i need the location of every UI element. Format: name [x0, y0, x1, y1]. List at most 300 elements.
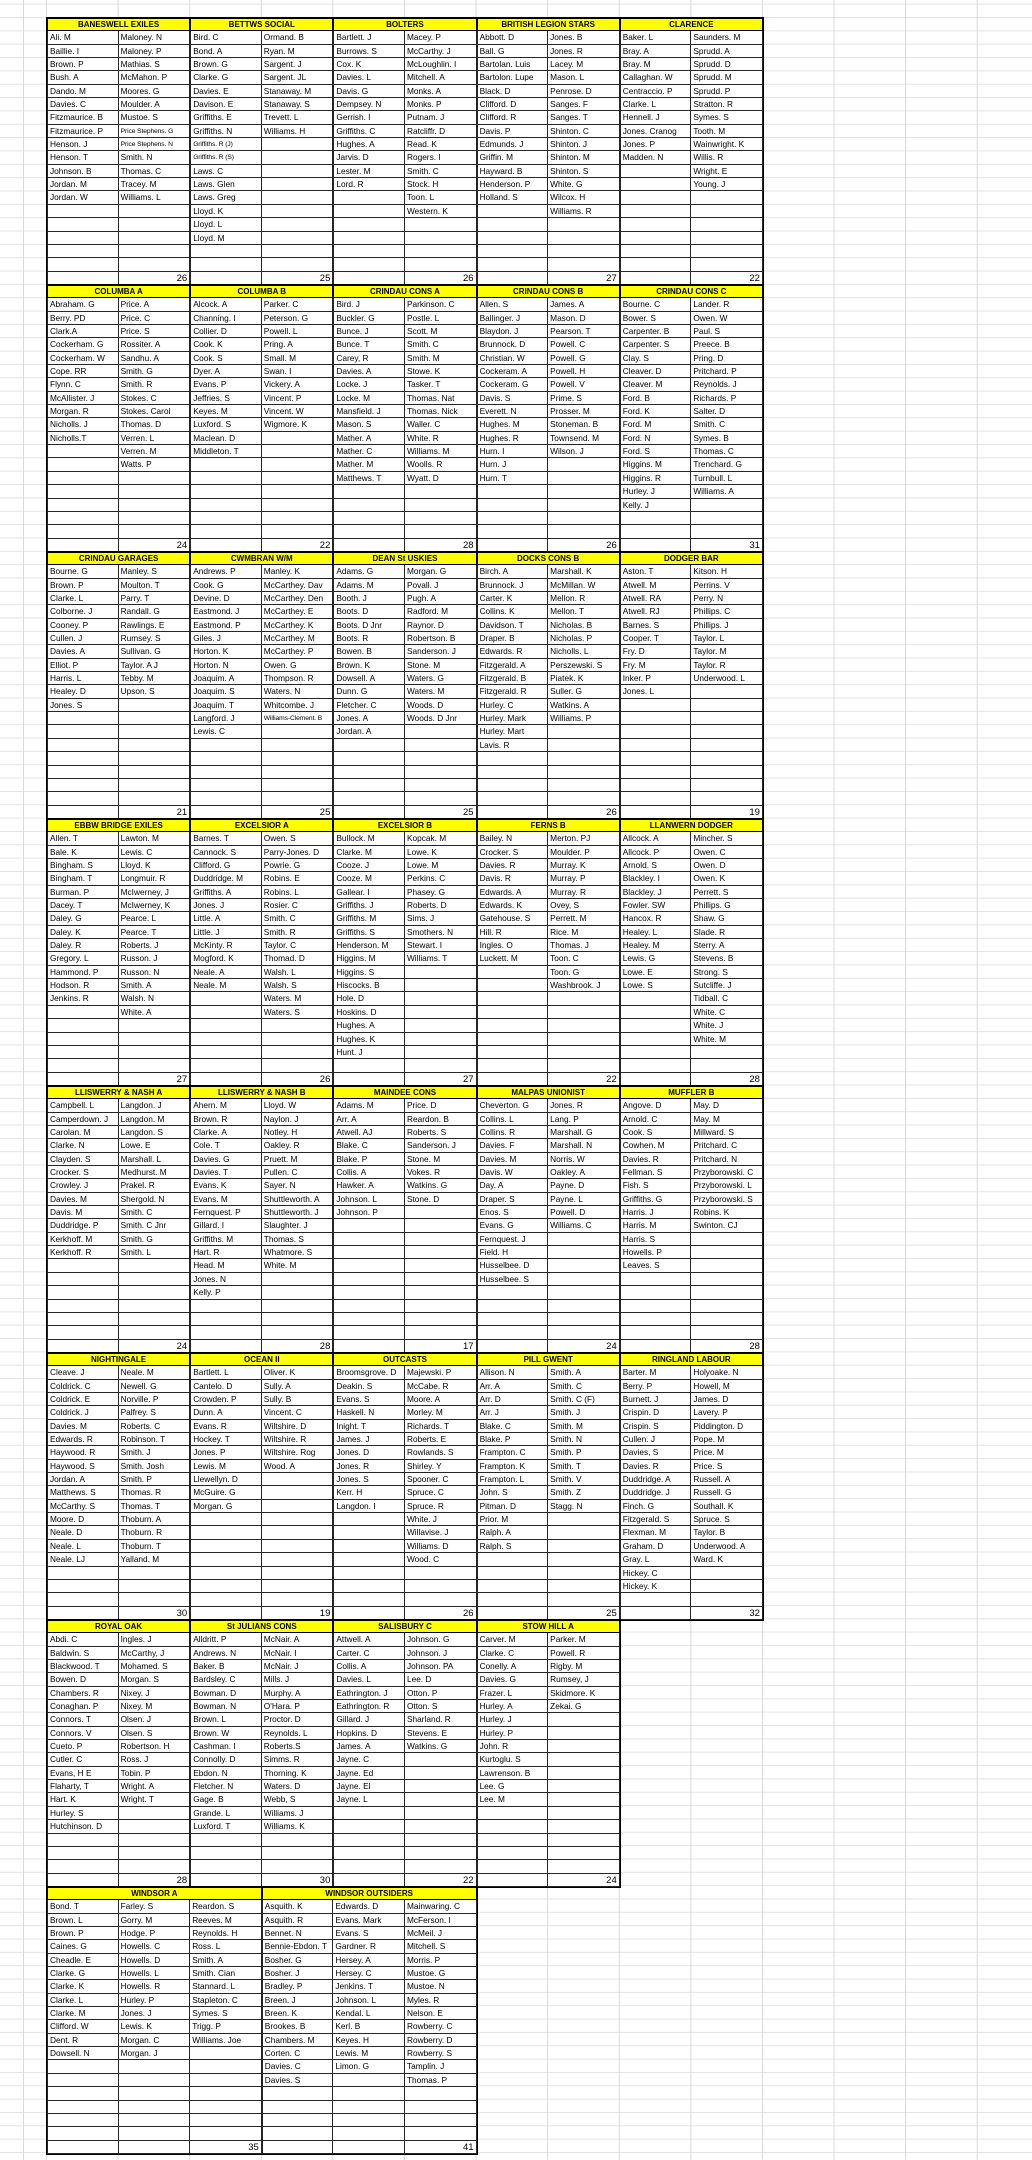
player-cell[interactable]: Wiltshire. D	[262, 1420, 334, 1433]
player-cell[interactable]: Lewis. G	[620, 952, 692, 965]
player-cell[interactable]: Ali. M	[47, 31, 119, 44]
player-cell[interactable]	[262, 458, 334, 471]
player-cell[interactable]	[47, 1059, 119, 1072]
player-cell[interactable]	[47, 725, 119, 738]
player-cell[interactable]	[47, 1326, 119, 1339]
player-cell[interactable]: Salter. D	[691, 405, 763, 418]
player-cell[interactable]: Harris. S	[620, 1233, 692, 1246]
count-spacer-cell[interactable]	[47, 1073, 119, 1086]
player-cell[interactable]: Frampton. C	[477, 1446, 549, 1459]
player-cell[interactable]: Evans, H E	[47, 1767, 119, 1780]
player-cell[interactable]: McNair. J	[262, 1660, 334, 1673]
player-cell[interactable]	[119, 2114, 191, 2127]
player-cell[interactable]	[333, 792, 405, 805]
player-cell[interactable]	[548, 1740, 620, 1753]
player-cell[interactable]	[691, 766, 763, 779]
player-cell[interactable]: Murray. P	[548, 872, 620, 885]
player-cell[interactable]	[691, 1046, 763, 1059]
player-cell[interactable]: Sanderson. J	[405, 1139, 477, 1152]
player-cell[interactable]: Crowley. J	[47, 1179, 119, 1192]
player-cell[interactable]: Horton. N	[190, 659, 262, 672]
player-cell[interactable]: Bingham. S	[47, 859, 119, 872]
player-cell[interactable]: Howells. C	[119, 1940, 191, 1953]
player-cell[interactable]: Cutler. C	[47, 1753, 119, 1766]
player-cell[interactable]: Pullen. C	[262, 1166, 334, 1179]
team-header[interactable]: RINGLAND LABOUR	[620, 1353, 763, 1366]
player-cell[interactable]: Dyer. A	[190, 365, 262, 378]
player-cell[interactable]: Holyoake. N	[691, 1366, 763, 1379]
player-cell[interactable]	[333, 779, 405, 792]
player-cell[interactable]: Hennell. J	[620, 111, 692, 124]
player-cell[interactable]: Lawrenson. B	[477, 1767, 549, 1780]
player-cell[interactable]: Crocker. S	[477, 846, 549, 859]
player-cell[interactable]	[262, 1273, 334, 1286]
player-cell[interactable]	[47, 1567, 119, 1580]
team-header[interactable]: ROYAL OAK	[47, 1620, 190, 1633]
team-count-cell[interactable]: 28	[405, 539, 477, 552]
player-cell[interactable]: Mather. M	[333, 458, 405, 471]
player-cell[interactable]: Thomas. Nick	[405, 405, 477, 418]
player-cell[interactable]: Fish. S	[620, 1179, 692, 1192]
player-cell[interactable]: Morgan. G	[190, 1500, 262, 1513]
team-count-cell[interactable]: 28	[262, 1340, 334, 1353]
player-cell[interactable]: Fowler. SW	[620, 899, 692, 912]
player-cell[interactable]	[47, 1593, 119, 1606]
player-cell[interactable]: Ovey, S	[548, 899, 620, 912]
player-cell[interactable]: Cope. RR	[47, 365, 119, 378]
player-cell[interactable]: Healey. L	[620, 926, 692, 939]
player-cell[interactable]: Clarke. G	[47, 1967, 119, 1980]
player-cell[interactable]: Williams. T	[405, 952, 477, 965]
player-cell[interactable]: Symes. B	[691, 432, 763, 445]
player-cell[interactable]: Shuttleworth. J	[262, 1206, 334, 1219]
player-cell[interactable]: Haywood. R	[47, 1446, 119, 1459]
player-cell[interactable]: Nicholas. P	[548, 632, 620, 645]
player-cell[interactable]: Davis. R	[477, 872, 549, 885]
player-cell[interactable]: Waters. M	[405, 685, 477, 698]
player-cell[interactable]	[620, 525, 692, 538]
player-cell[interactable]: Postle. L	[405, 312, 477, 325]
player-cell[interactable]: Vokes. R	[405, 1166, 477, 1179]
player-cell[interactable]: Stokes. C	[119, 392, 191, 405]
team-header[interactable]: CRINDAU CONS C	[620, 285, 763, 298]
player-cell[interactable]: Symes. S	[691, 111, 763, 124]
player-cell[interactable]: Collier. D	[190, 325, 262, 338]
player-cell[interactable]: Hoskins. D	[333, 1006, 405, 1019]
player-cell[interactable]: Stokes. Carol	[119, 405, 191, 418]
count-spacer-cell[interactable]	[620, 272, 692, 285]
player-cell[interactable]: Jones. J	[190, 899, 262, 912]
player-cell[interactable]: Evans. G	[477, 1219, 549, 1232]
player-cell[interactable]: May. M	[691, 1113, 763, 1126]
player-cell[interactable]: Llewellyn. D	[190, 1473, 262, 1486]
player-cell[interactable]: Putnam. J	[405, 111, 477, 124]
player-cell[interactable]	[477, 1847, 549, 1860]
player-cell[interactable]: Inker. P	[620, 672, 692, 685]
player-cell[interactable]: Stagg. N	[548, 1500, 620, 1513]
player-cell[interactable]: Hughes. A	[333, 138, 405, 151]
player-cell[interactable]	[119, 2101, 191, 2114]
player-cell[interactable]: Sully. B	[262, 1393, 334, 1406]
player-cell[interactable]: Smith. J	[119, 1446, 191, 1459]
player-cell[interactable]: Povall. J	[405, 579, 477, 592]
player-cell[interactable]: Duddridge. A	[620, 1473, 692, 1486]
player-cell[interactable]: Lacey. M	[548, 58, 620, 71]
player-cell[interactable]: Davies. R	[620, 1460, 692, 1473]
player-cell[interactable]: Pring. A	[262, 338, 334, 351]
player-cell[interactable]	[262, 512, 334, 525]
player-cell[interactable]: Eathrington. J	[333, 1687, 405, 1700]
player-cell[interactable]	[262, 2101, 334, 2114]
player-cell[interactable]: Marshall. L	[119, 1153, 191, 1166]
player-cell[interactable]	[477, 1019, 549, 1032]
player-cell[interactable]: Kendal. L	[333, 2007, 405, 2020]
player-cell[interactable]: Walsh. N	[119, 992, 191, 1005]
player-cell[interactable]	[691, 685, 763, 698]
team-header[interactable]: CRINDAU GARAGES	[47, 552, 190, 565]
player-cell[interactable]: Maloney. N	[119, 31, 191, 44]
player-cell[interactable]: Chambers. M	[262, 2034, 334, 2047]
player-cell[interactable]: Wyatt. D	[405, 472, 477, 485]
player-cell[interactable]	[119, 779, 191, 792]
player-cell[interactable]	[620, 258, 692, 271]
player-cell[interactable]: Perrett. S	[691, 886, 763, 899]
team-header[interactable]: St JULIANS CONS	[190, 1620, 333, 1633]
player-cell[interactable]	[47, 2127, 119, 2140]
player-cell[interactable]	[262, 205, 334, 218]
player-cell[interactable]: Hurley. C	[477, 699, 549, 712]
team-header[interactable]: FERNS B	[477, 819, 620, 832]
team-count-cell[interactable]: 26	[262, 1073, 334, 1086]
player-cell[interactable]: Jayne. El	[333, 1780, 405, 1793]
player-cell[interactable]	[333, 1593, 405, 1606]
player-cell[interactable]	[119, 752, 191, 765]
player-cell[interactable]: Graham. D	[620, 1540, 692, 1553]
player-cell[interactable]: Jones. R	[548, 1099, 620, 1112]
player-cell[interactable]: Jones. S	[47, 699, 119, 712]
player-cell[interactable]: Dunn. A	[190, 1406, 262, 1419]
player-cell[interactable]: Reynolds. L	[262, 1727, 334, 1740]
player-cell[interactable]: Gray. L	[620, 1553, 692, 1566]
player-cell[interactable]	[477, 499, 549, 512]
player-cell[interactable]: Burrows. S	[333, 45, 405, 58]
count-spacer-cell[interactable]	[47, 1874, 119, 1887]
player-cell[interactable]: Sargent. JL	[262, 71, 334, 84]
player-cell[interactable]: Howells. P	[620, 1246, 692, 1259]
player-cell[interactable]: Elliot. P	[47, 659, 119, 672]
player-cell[interactable]: Davies. L	[333, 1673, 405, 1686]
player-cell[interactable]: Higgins. R	[620, 472, 692, 485]
player-cell[interactable]: Burnett. J	[620, 1393, 692, 1406]
count-spacer-cell[interactable]	[190, 806, 262, 819]
player-cell[interactable]	[333, 1553, 405, 1566]
player-cell[interactable]: Pruett. M	[262, 1153, 334, 1166]
player-cell[interactable]: Jordan. A	[47, 1473, 119, 1486]
player-cell[interactable]	[620, 1286, 692, 1299]
player-cell[interactable]: Tooth. M	[691, 125, 763, 138]
player-cell[interactable]	[47, 2074, 119, 2087]
player-cell[interactable]: Healey. D	[47, 685, 119, 698]
player-cell[interactable]: McCarthey. P	[262, 645, 334, 658]
player-cell[interactable]: Berry. PD	[47, 312, 119, 325]
team-count-cell[interactable]: 22	[405, 1874, 477, 1887]
player-cell[interactable]	[691, 191, 763, 204]
team-header[interactable]: CLARENCE	[620, 18, 763, 31]
player-cell[interactable]: Carpenter. B	[620, 325, 692, 338]
player-cell[interactable]: Smith. C	[548, 1380, 620, 1393]
player-cell[interactable]: Murphy. A	[262, 1687, 334, 1700]
count-spacer-cell[interactable]	[190, 1073, 262, 1086]
player-cell[interactable]	[405, 739, 477, 752]
player-cell[interactable]: McGuire. G	[190, 1486, 262, 1499]
player-cell[interactable]	[119, 739, 191, 752]
player-cell[interactable]: Bennie-Ebdon. T	[262, 1940, 334, 1953]
player-cell[interactable]	[548, 1753, 620, 1766]
player-cell[interactable]	[691, 1059, 763, 1072]
player-cell[interactable]: Shaw. G	[691, 912, 763, 925]
player-cell[interactable]	[47, 766, 119, 779]
player-cell[interactable]: Thomas. T	[119, 1500, 191, 1513]
player-cell[interactable]: Shinton. S	[548, 165, 620, 178]
player-cell[interactable]: Barter. M	[620, 1366, 692, 1379]
player-cell[interactable]	[405, 779, 477, 792]
player-cell[interactable]	[262, 499, 334, 512]
player-cell[interactable]: Marshall. N	[548, 1139, 620, 1152]
player-cell[interactable]: Edmunds. J	[477, 138, 549, 151]
player-cell[interactable]: Toon. C	[548, 952, 620, 965]
player-cell[interactable]: Morgan. G	[405, 565, 477, 578]
player-cell[interactable]	[190, 1834, 262, 1847]
team-header[interactable]: SALISBURY C	[333, 1620, 476, 1633]
player-cell[interactable]: Carter. K	[477, 592, 549, 605]
player-cell[interactable]: Gerrish. I	[333, 111, 405, 124]
player-cell[interactable]: Frazer. L	[477, 1687, 549, 1700]
player-cell[interactable]: Callaghan. W	[620, 71, 692, 84]
player-cell[interactable]: Luckett. M	[477, 952, 549, 965]
player-cell[interactable]	[405, 1019, 477, 1032]
player-cell[interactable]: McKinty. R	[190, 939, 262, 952]
player-cell[interactable]	[620, 512, 692, 525]
player-cell[interactable]	[477, 1807, 549, 1820]
player-cell[interactable]: Breen. K	[262, 2007, 334, 2020]
player-cell[interactable]: Dowsell. N	[47, 2047, 119, 2060]
player-cell[interactable]	[47, 1259, 119, 1272]
player-cell[interactable]: Tamplin. J	[405, 2060, 477, 2073]
player-cell[interactable]: Price Stephens. G	[119, 125, 191, 138]
player-cell[interactable]	[691, 1580, 763, 1593]
player-cell[interactable]: Smith. C	[262, 912, 334, 925]
player-cell[interactable]: Kerl. B	[333, 2020, 405, 2033]
player-cell[interactable]: Burman. P	[47, 886, 119, 899]
player-cell[interactable]: Cleaver. M	[620, 378, 692, 391]
player-cell[interactable]: Thomas. J	[548, 939, 620, 952]
player-cell[interactable]	[405, 1847, 477, 1860]
player-cell[interactable]	[477, 966, 549, 979]
player-cell[interactable]: Maloney. P	[119, 45, 191, 58]
count-spacer-cell[interactable]	[620, 539, 692, 552]
player-cell[interactable]	[405, 1206, 477, 1219]
player-cell[interactable]	[262, 2127, 334, 2140]
player-cell[interactable]: Perrins. V	[691, 579, 763, 592]
team-header[interactable]: BANESWELL EXILES	[47, 18, 190, 31]
player-cell[interactable]: Watkins. G	[405, 1740, 477, 1753]
player-cell[interactable]: Hancox. R	[620, 912, 692, 925]
player-cell[interactable]	[262, 151, 334, 164]
player-cell[interactable]	[548, 512, 620, 525]
player-cell[interactable]: Taylor. A J	[119, 659, 191, 672]
player-cell[interactable]: Collins. K	[477, 605, 549, 618]
player-cell[interactable]: Carey, R	[333, 352, 405, 365]
player-cell[interactable]: Mitchell. A	[405, 71, 477, 84]
player-cell[interactable]	[333, 485, 405, 498]
player-cell[interactable]	[548, 258, 620, 271]
player-cell[interactable]	[405, 2087, 477, 2100]
player-cell[interactable]	[477, 1313, 549, 1326]
count-spacer-cell[interactable]	[47, 539, 119, 552]
player-cell[interactable]	[691, 1313, 763, 1326]
player-cell[interactable]: Dent. R	[47, 2034, 119, 2047]
player-cell[interactable]	[47, 2087, 119, 2100]
player-cell[interactable]: Nelson. E	[405, 2007, 477, 2020]
player-cell[interactable]: Bradley. P	[262, 1980, 334, 1993]
player-cell[interactable]: Aston. T	[620, 565, 692, 578]
player-cell[interactable]: Cooze. M	[333, 872, 405, 885]
player-cell[interactable]	[477, 1300, 549, 1313]
player-cell[interactable]: Collins. R	[477, 1126, 549, 1139]
player-cell[interactable]: White. J	[405, 1513, 477, 1526]
player-cell[interactable]: Willavise. J	[405, 1526, 477, 1539]
player-cell[interactable]: McCarthey. E	[262, 605, 334, 618]
count-spacer-cell[interactable]	[333, 806, 405, 819]
count-spacer-cell[interactable]	[333, 539, 405, 552]
player-cell[interactable]	[691, 1300, 763, 1313]
player-cell[interactable]: Washbrook. J	[548, 979, 620, 992]
player-cell[interactable]: Mustoe. G	[405, 1967, 477, 1980]
player-cell[interactable]: Duddridge. M	[190, 872, 262, 885]
player-cell[interactable]: Smith. A	[548, 1366, 620, 1379]
player-cell[interactable]: Kelly. P	[190, 1286, 262, 1299]
player-cell[interactable]	[333, 232, 405, 245]
player-cell[interactable]	[620, 1300, 692, 1313]
player-cell[interactable]: Jordan. A	[333, 725, 405, 738]
player-cell[interactable]: Piddington. D	[691, 1420, 763, 1433]
player-cell[interactable]: Price. S	[119, 325, 191, 338]
player-cell[interactable]: Waters. S	[262, 1006, 334, 1019]
player-cell[interactable]	[548, 766, 620, 779]
player-cell[interactable]	[333, 1273, 405, 1286]
player-cell[interactable]: Smith. C Jnr	[119, 1219, 191, 1232]
player-cell[interactable]: Thomas. R	[119, 1486, 191, 1499]
player-cell[interactable]	[691, 1246, 763, 1259]
count-spacer-cell[interactable]	[477, 539, 549, 552]
player-cell[interactable]: Davies. A	[47, 645, 119, 658]
player-cell[interactable]: Davies. M	[477, 1153, 549, 1166]
player-cell[interactable]: Bunce. J	[333, 325, 405, 338]
player-cell[interactable]: Sterry. A	[691, 939, 763, 952]
player-cell[interactable]: Kerkhoff. R	[47, 1246, 119, 1259]
player-cell[interactable]: Hammond. P	[47, 966, 119, 979]
player-cell[interactable]: Baillie. I	[47, 45, 119, 58]
player-cell[interactable]: White. C	[691, 1006, 763, 1019]
player-cell[interactable]: Mather. C	[333, 445, 405, 458]
player-cell[interactable]: Thomas. D	[119, 418, 191, 431]
player-cell[interactable]: Waters. M	[262, 992, 334, 1005]
player-cell[interactable]: Brookes. B	[262, 2020, 334, 2033]
player-cell[interactable]	[119, 525, 191, 538]
count-spacer-cell[interactable]	[47, 1340, 119, 1353]
player-cell[interactable]: Flaharty, T	[47, 1780, 119, 1793]
player-cell[interactable]: Oliver. K	[262, 1366, 334, 1379]
player-cell[interactable]: Davies. F	[477, 1139, 549, 1152]
player-cell[interactable]: Jones. P	[190, 1446, 262, 1459]
player-cell[interactable]: Cullen. J	[620, 1433, 692, 1446]
player-cell[interactable]: Luxford. S	[190, 418, 262, 431]
player-cell[interactable]	[477, 525, 549, 538]
player-cell[interactable]	[47, 205, 119, 218]
player-cell[interactable]: Lawton. M	[119, 832, 191, 845]
player-cell[interactable]	[119, 1046, 191, 1059]
player-cell[interactable]: Price. C	[119, 312, 191, 325]
player-cell[interactable]	[405, 1820, 477, 1833]
player-cell[interactable]: Griffiths. M	[333, 912, 405, 925]
player-cell[interactable]: Smith. T	[548, 1460, 620, 1473]
player-cell[interactable]: Johnson. G	[405, 1633, 477, 1646]
player-cell[interactable]: Healey. M	[620, 939, 692, 952]
player-cell[interactable]	[620, 1019, 692, 1032]
player-cell[interactable]: Pugh. A	[405, 592, 477, 605]
player-cell[interactable]: Davies. E	[190, 85, 262, 98]
player-cell[interactable]: Underwood. A	[691, 1540, 763, 1553]
player-cell[interactable]	[119, 1286, 191, 1299]
team-header[interactable]: BETTWS SOCIAL	[190, 18, 333, 31]
player-cell[interactable]	[405, 1593, 477, 1606]
count-spacer-cell[interactable]	[190, 1340, 262, 1353]
player-cell[interactable]	[262, 525, 334, 538]
player-cell[interactable]: Taylor. C	[262, 939, 334, 952]
player-cell[interactable]: Ross. J	[119, 1753, 191, 1766]
player-cell[interactable]: Waters. N	[262, 685, 334, 698]
player-cell[interactable]: Pearce. T	[119, 926, 191, 939]
player-cell[interactable]: Verren. L	[119, 432, 191, 445]
player-cell[interactable]: White. R	[405, 432, 477, 445]
player-cell[interactable]: Majewski. P	[405, 1366, 477, 1379]
player-cell[interactable]	[47, 458, 119, 471]
player-cell[interactable]	[262, 1540, 334, 1553]
player-cell[interactable]	[548, 1847, 620, 1860]
count-spacer-cell[interactable]	[262, 2141, 334, 2154]
player-cell[interactable]: Wright. A	[119, 1780, 191, 1793]
player-cell[interactable]	[548, 1793, 620, 1806]
player-cell[interactable]	[548, 1540, 620, 1553]
player-cell[interactable]: Townsend. M	[548, 432, 620, 445]
player-cell[interactable]: Haskell. N	[333, 1406, 405, 1419]
player-cell[interactable]: Clarke. M	[47, 2007, 119, 2020]
player-cell[interactable]	[620, 752, 692, 765]
player-cell[interactable]: Dempsey. N	[333, 98, 405, 111]
team-header[interactable]: DOCKS CONS B	[477, 552, 620, 565]
player-cell[interactable]	[405, 1793, 477, 1806]
player-cell[interactable]: Fitzgerald. B	[477, 672, 549, 685]
player-cell[interactable]: Campbell. L	[47, 1099, 119, 1112]
player-cell[interactable]	[691, 1273, 763, 1286]
player-cell[interactable]: Prosser. M	[548, 405, 620, 418]
player-cell[interactable]: Conaghan. P	[47, 1700, 119, 1713]
player-cell[interactable]: Neale. A	[190, 966, 262, 979]
player-cell[interactable]: Woods. D Jnr	[405, 712, 477, 725]
player-cell[interactable]: Laws. C	[190, 165, 262, 178]
player-cell[interactable]: Luxford. T	[190, 1820, 262, 1833]
player-cell[interactable]	[548, 1300, 620, 1313]
